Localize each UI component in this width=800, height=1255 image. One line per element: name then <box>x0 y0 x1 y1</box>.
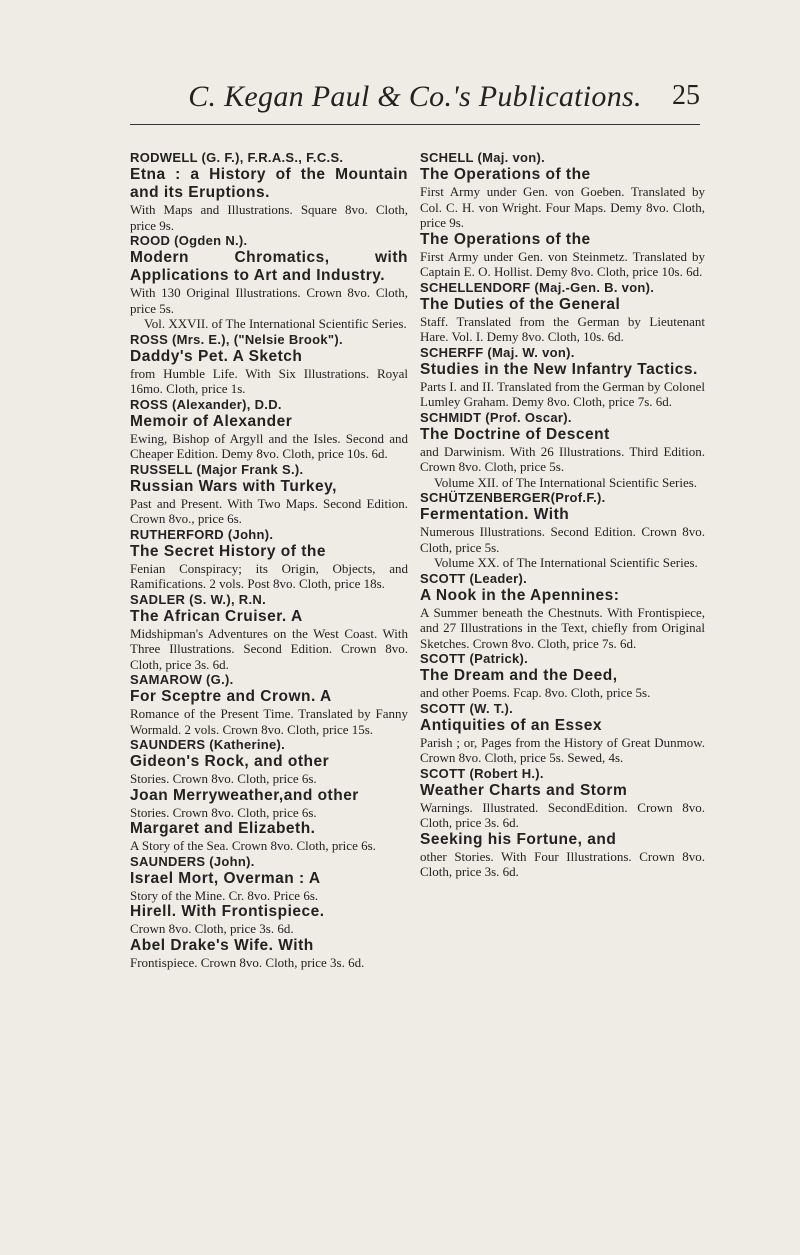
catalogue-entry <box>420 280 705 345</box>
book-title: The Dream and the Deed, <box>420 667 618 684</box>
book-entry <box>130 870 408 904</box>
author-heading: SAMAROW (G.). <box>130 672 234 687</box>
book-entry <box>130 478 408 527</box>
book-description: from Humble Life. With Six Illustrations. Royal 16mo. Cloth, price 1s. <box>130 365 408 396</box>
catalogue-entry <box>130 854 408 971</box>
author-heading: RUSSELL (Major Frank S.). <box>130 461 304 477</box>
book-title: The Operations of the <box>420 166 591 183</box>
book-description: and Darwinism. With 26 Illustrations. Third Edition. Crown 8vo. Cloth, price 5s. <box>420 443 705 474</box>
catalogue-entry <box>420 490 705 571</box>
author-heading: SADLER (S. W.), R.N. <box>130 591 266 607</box>
book-entry <box>420 831 705 880</box>
author-heading: SCOTT (W. T.). <box>420 700 514 716</box>
running-title: C. Kegan Paul & Co.'s Publications. <box>188 80 642 113</box>
book-title: The Doctrine of Descent <box>420 425 610 443</box>
page-header <box>130 76 700 120</box>
book-entry <box>130 787 408 821</box>
book-description: Past and Present. With Two Maps. Second Edition. Crown 8vo., price 6s. <box>130 495 408 526</box>
catalogue-entry <box>420 571 705 652</box>
author-heading: RUTHERFORD (John). <box>130 526 274 542</box>
catalogue-entry <box>420 651 705 701</box>
author-heading: RODWELL (G. F.), F.R.A.S., F.C.S. <box>130 150 344 165</box>
book-description: Fenian Conspiracy; its Origin, Objects, and Ramifications. 2 vols. Post 8vo. Cloth, price 18s. <box>130 560 408 591</box>
page-number: 25 <box>672 80 700 111</box>
series-note: Volume XX. of The International Scientific Series. <box>434 555 698 570</box>
author-heading: SCOTT (Robert H.). <box>420 765 544 781</box>
book-title: Gideon's Rock, and other <box>130 753 330 770</box>
author-heading: SCHÜTZENBERGER(Prof.F.). <box>420 490 606 505</box>
catalogue-entry <box>130 462 408 527</box>
book-description: and other Poems. Fcap. 8vo. Cloth, price 5s. <box>420 685 651 700</box>
book-title: Daddy's Pet. A Sketch <box>130 347 303 365</box>
catalogue-entry <box>420 345 705 410</box>
book-entry <box>130 249 408 332</box>
catalogue-entry <box>130 527 408 592</box>
book-title: The Operations of the <box>420 230 591 248</box>
author-heading: SCHMIDT (Prof. Oscar). <box>420 409 572 425</box>
book-entry <box>420 166 705 231</box>
header-rule <box>130 124 700 125</box>
author-heading: SCHELL (Maj. von). <box>420 150 546 165</box>
book-entry <box>130 820 408 854</box>
book-entry <box>130 166 408 233</box>
book-entry <box>130 543 408 592</box>
author-heading: SAUNDERS (John). <box>130 853 255 869</box>
author-heading: SCHELLENDORF (Maj.-Gen. B. von). <box>420 279 655 295</box>
author-heading: SCHERFF (Maj. W. von). <box>420 344 575 360</box>
book-title: Fermentation. With <box>420 506 570 523</box>
book-description: Parts I. and II. Translated from the German by Colonel Lumley Graham. Demy 8vo. Cloth, price 7s. 6d. <box>420 378 705 409</box>
book-description: Frontispiece. Crown 8vo. Cloth, price 3s. 6d. <box>130 954 365 970</box>
book-entry <box>130 688 408 737</box>
catalogue-entry <box>130 233 408 332</box>
catalogue-entry <box>420 701 705 766</box>
catalogue-entry <box>130 672 408 737</box>
book-title: For Sceptre and Crown. A <box>130 688 332 705</box>
book-entry <box>130 348 408 397</box>
book-title: Modern Chromatics, with Applications to Art and Industry. <box>130 249 408 284</box>
book-description: Warnings. Illustrated. SecondEdition. Crown 8vo. Cloth, price 3s. 6d. <box>420 799 705 830</box>
author-heading: SCOTT (Leader). <box>420 570 528 586</box>
book-title: A Nook in the Apennines: <box>420 586 620 604</box>
book-title: The African Cruiser. A <box>130 607 303 625</box>
series-note: Vol. XXVII. of The International Scientific Series. <box>144 316 407 331</box>
book-title: Etna : a History of the Mountain and its Eruptions. <box>130 166 408 201</box>
book-title: Memoir of Alexander <box>130 412 293 430</box>
book-entry <box>420 426 705 491</box>
book-description: Parish ; or, Pages from the History of Great Dunmow. Crown 8vo. Cloth, price 5s. Sewed, 4s. <box>420 734 705 765</box>
catalogue-entry <box>130 397 408 462</box>
book-description: With Maps and Illustrations. Square 8vo. Cloth, price 9s. <box>130 202 408 233</box>
book-entry <box>420 506 705 571</box>
book-title: The Secret History of the <box>130 542 326 560</box>
book-title: The Duties of the General <box>420 295 621 313</box>
book-title: Studies in the New Infantry Tactics. <box>420 360 698 378</box>
book-entry <box>130 413 408 462</box>
book-title: Weather Charts and Storm <box>420 781 628 799</box>
catalogue-entry <box>130 332 408 397</box>
book-description: Story of the Mine. Cr. 8vo. Price 6s. <box>130 887 319 903</box>
book-description: Midshipman's Adventures on the West Coast. With Three Illustrations. Second Edition. Crown 8vo. Cloth, price 3s. 6d. <box>130 625 408 672</box>
book-entry <box>420 296 705 345</box>
book-description: Staff. Translated from the German by Lieutenant Hare. Vol. I. Demy 8vo. Cloth, 10s. 6d. <box>420 313 705 344</box>
book-entry <box>420 717 705 766</box>
catalogue-entry <box>130 150 408 233</box>
right-column <box>420 150 705 880</box>
book-entry <box>130 937 408 971</box>
book-description: Ewing, Bishop of Argyll and the Isles. Second and Cheaper Edition. Demy 8vo. Cloth, price 10s. 6d. <box>130 430 408 461</box>
catalogue-entry <box>130 592 408 673</box>
book-title: Seeking his Fortune, and <box>420 830 617 848</box>
catalogue-entry <box>420 410 705 491</box>
catalogue-entry <box>420 150 705 280</box>
book-entry <box>130 903 408 937</box>
book-entry <box>420 782 705 831</box>
book-description: Stories. Crown 8vo. Cloth, price 6s. <box>130 771 317 786</box>
book-title: Israel Mort, Overman : A <box>130 869 321 887</box>
book-entry <box>130 608 408 673</box>
book-description: First Army under Gen. von Goeben. Translated by Col. C. H. von Wright. Four Maps. Demy 8vo. Cloth, price 9s. <box>420 184 705 230</box>
book-entry <box>420 587 705 652</box>
book-description: A Story of the Sea. Crown 8vo. Cloth, price 6s. <box>130 838 376 853</box>
book-title: Margaret and Elizabeth. <box>130 820 316 837</box>
author-heading: SAUNDERS (Katherine). <box>130 737 286 752</box>
book-entry <box>420 231 705 280</box>
book-description: Numerous Illustrations. Second Edition. Crown 8vo. Cloth, price 5s. <box>420 524 705 555</box>
book-title: Abel Drake's Wife. With <box>130 936 314 954</box>
book-description: Stories. Crown 8vo. Cloth, price 6s. <box>130 804 317 820</box>
book-entry <box>420 361 705 410</box>
book-title: Antiquities of an Essex <box>420 716 603 734</box>
book-description: Crown 8vo. Cloth, price 3s. 6d. <box>130 921 294 936</box>
book-description: With 130 Original Illustrations. Crown 8vo. Cloth, price 5s. <box>130 285 408 316</box>
book-description: Romance of the Present Time. Translated by Fanny Wormald. 2 vols. Crown 8vo. Cloth, price 15s. <box>130 706 408 737</box>
catalogue-entry <box>420 766 705 880</box>
left-column <box>130 150 408 970</box>
book-entry <box>130 753 408 787</box>
book-description: A Summer beneath the Chestnuts. With Frontispiece, and 27 Illustrations in the Text, chiefly from Original Sketches. Crown 8vo. Cloth, price 7s. 6d. <box>420 604 705 651</box>
author-heading: ROSS (Mrs. E.), ("Nelsie Brook"). <box>130 331 343 347</box>
author-heading: ROOD (Ogden N.). <box>130 233 248 248</box>
book-title: Joan Merryweather,and other <box>130 786 359 804</box>
book-title: Russian Wars with Turkey, <box>130 477 337 495</box>
book-entry <box>420 667 705 701</box>
book-description: First Army under Gen. von Steinmetz. Translated by Captain E. O. Hollist. Demy 8vo. Cloth, price 10s. 6d. <box>420 248 705 279</box>
series-note: Volume XII. of The International Scientific Series. <box>434 474 698 490</box>
author-heading: ROSS (Alexander), D.D. <box>130 396 282 412</box>
author-heading: SCOTT (Patrick). <box>420 651 529 666</box>
book-description: other Stories. With Four Illustrations. Crown 8vo. Cloth, price 3s. 6d. <box>420 848 705 879</box>
catalogue-entry <box>130 737 408 854</box>
book-title: Hirell. With Frontispiece. <box>130 903 325 920</box>
